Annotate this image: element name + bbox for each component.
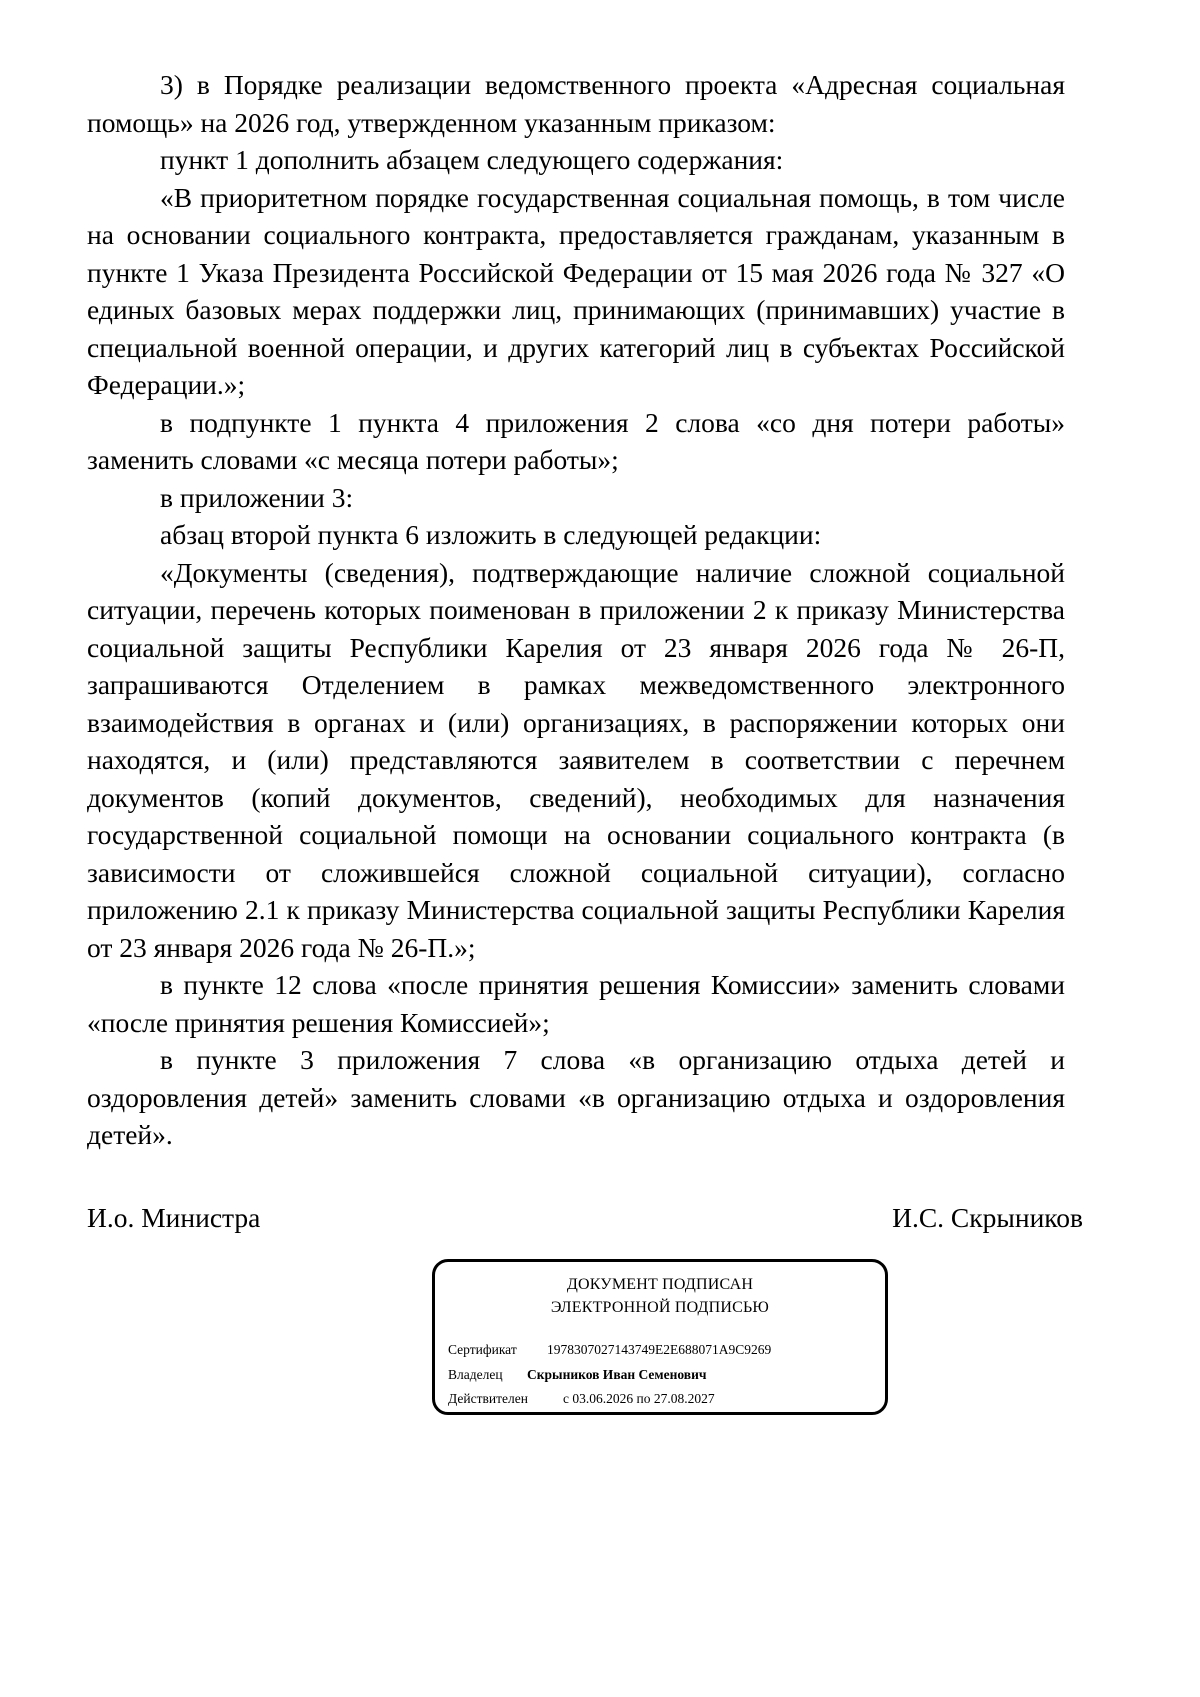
paragraph-8: в пункте 12 слова «после принятия решения Комиссии» заменить словами «после принятия решения Комиссией»; [87,969,1065,1038]
paragraph-5: в приложении 3: [160,481,354,513]
paragraph-7: «Документы (сведения), подтверждающие наличие сложной социальной ситуации, перечень которых поименован в приложении 2 к приказу Министерства социальной защиты Республики Карелия от 23 января 2026 года № 26-П, запрашиваются Отделением в рамках межведомственного электронного взаимодействия в органах и (или) организациях, в распоряжении которых они находятся, и (или) представляются заявителем в соответствии с перечнем документов (копий документов, сведений), необходимых для назначения государственной социальной помощи на основании социального контракта (в зависимости от сложившейся сложной социальной ситуации), согласно приложению 2.1 к приказу Министерства социальной защиты Республики Карелия от 23 января 2026 года № 26-П.»; [87,556,1065,963]
paragraph-9: в пункте 3 приложения 7 слова «в организацию отдыха детей и оздоровления детей» заменить словами «в организацию отдыха и оздоровления детей». [87,1044,1065,1150]
paragraph-3: «В приоритетном порядке государственная социальная помощь, в том числе на основании социального контракта, предоставляется гражданам, указанным в пункте 1 Указа Президента Российской Федерации от 15 мая 2026 года № 327 «О единых базовых мерах поддержки лиц, принимающих (принимавших) участие в специальной военной операции, и других категорий лиц в субъектах Российской Федерации.»; [87,181,1065,400]
stamp-title-line-2: ЭЛЕКТРОННОЙ ПОДПИСЬЮ [550,1299,770,1316]
document-body [87,66,1065,1154]
paragraph-2: пункт 1 дополнить абзацем следующего содержания: [160,144,784,175]
stamp-owner-label: Владелец [448,1367,503,1382]
signatory-name: И.С. Скрыников [892,1202,1083,1233]
stamp-owner-value: Скрыников Иван Семенович [527,1367,707,1382]
stamp-certificate-row [448,1341,771,1359]
paragraph-6: абзац второй пункта 6 изложить в следующей редакции: [160,519,822,550]
stamp-title-line-1: ДОКУМЕНТ ПОДПИСАН [566,1276,754,1293]
stamp-certificate-label: Сертификат [448,1342,517,1357]
stamp-validity-label: Действителен [448,1391,528,1406]
paragraph-4: в подпункте 1 пункта 4 приложения 2 слова «со дня потери работы» заменить словами «с месяца потери работы»; [87,406,1065,475]
paragraph-1: 3) в Порядке реализации ведомственного проекта «Адресная социальная помощь» на 2026 год, утвержденном указанным приказом: [87,69,1065,138]
stamp-validity-value: с 03.06.2026 по 27.08.2027 [563,1391,715,1406]
stamp-owner-row [448,1366,706,1384]
electronic-signature-stamp [432,1259,888,1415]
stamp-validity-row [448,1390,715,1408]
signatory-position: И.о. Министра [87,1202,261,1233]
stamp-certificate-value: 1978307027143749E2E688071A9C9269 [547,1342,772,1357]
